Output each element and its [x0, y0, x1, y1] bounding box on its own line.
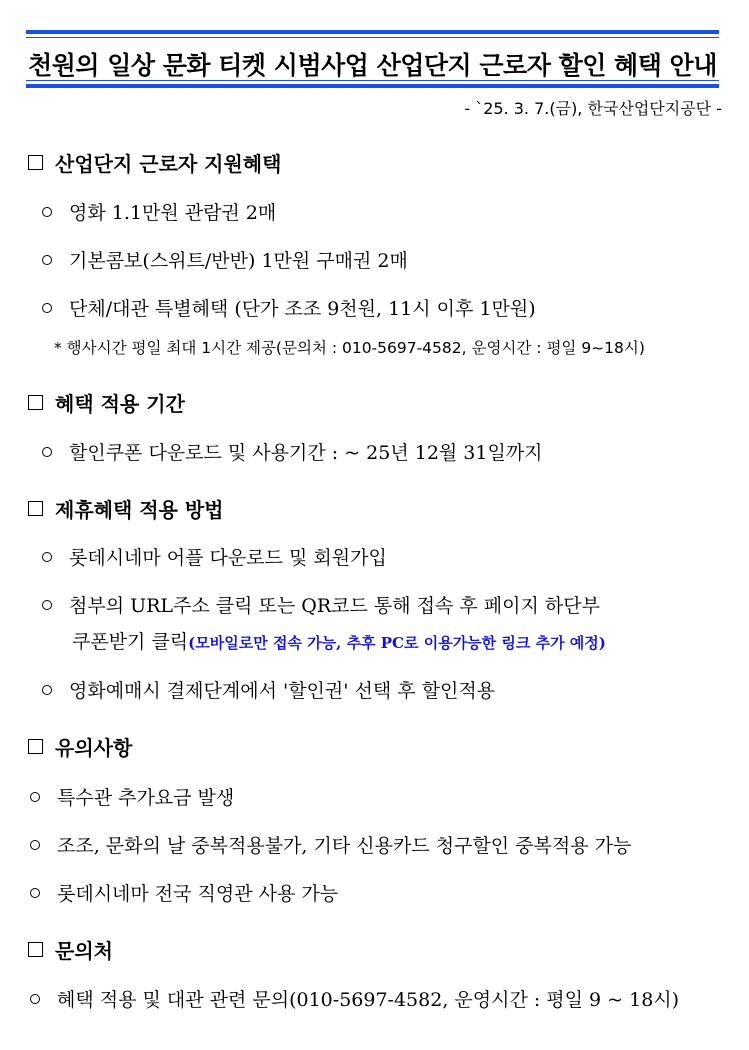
circle-bullet-icon	[30, 994, 40, 1004]
title-banner	[26, 30, 719, 88]
square-bullet-icon	[28, 942, 43, 957]
list-item	[42, 438, 543, 465]
list-item	[42, 676, 495, 703]
list-item-text: 영화 1.1만원 관람권 2매	[69, 202, 277, 224]
list-item	[42, 198, 276, 225]
date-line: - `25. 3. 7.(금), 한국산업단지공단 -	[464, 99, 722, 118]
list-item-text: 기본콤보(스위트/반반) 1만원 구매권 2매	[69, 250, 408, 272]
list-item	[42, 591, 600, 618]
list-item-text: 할인쿠폰 다운로드 및 사용기간 : ~ 25년 12월 31일까지	[69, 442, 543, 464]
title-inner-line-top	[26, 37, 719, 38]
square-bullet-icon	[28, 155, 43, 170]
footnote: * 행사시간 평일 최대 1시간 제공(문의처 : 010-5697-4582, 운영시간 : 평일 9~18시)	[54, 339, 645, 357]
list-item	[42, 294, 536, 321]
list-item	[30, 879, 338, 906]
section-heading-label: 산업단지 근로자 지원혜택	[55, 152, 282, 176]
circle-bullet-icon	[42, 685, 52, 695]
list-item	[30, 783, 234, 810]
list-item-text: 롯데시네마 어플 다운로드 및 회원가입	[69, 547, 387, 569]
list-item-text: 조조, 문화의 날 중복적용불가, 기타 신용카드 청구할인 중복적용 가능	[57, 835, 632, 857]
section-heading-label: 문의처	[55, 939, 113, 963]
section-heading-method	[28, 494, 224, 523]
section-heading-notes	[28, 732, 132, 761]
section-heading-contact	[28, 935, 113, 964]
list-item-text: 혜택 적용 및 대관 관련 문의(010-5697-4582, 운영시간 : 평일 9 ~ 18시)	[57, 989, 680, 1011]
list-item-continuation	[72, 627, 606, 654]
circle-bullet-icon	[42, 552, 52, 562]
list-item-text: 롯데시네마 전국 직영관 사용 가능	[57, 883, 339, 905]
circle-bullet-icon	[42, 255, 52, 265]
continuation-text: 쿠폰받기 클릭	[72, 631, 189, 653]
square-bullet-icon	[28, 501, 43, 516]
circle-bullet-icon	[42, 600, 52, 610]
list-item	[42, 246, 408, 273]
circle-bullet-icon	[42, 207, 52, 217]
circle-bullet-icon	[42, 447, 52, 457]
list-item-text: 특수관 추가요금 발생	[57, 787, 235, 809]
section-heading-label: 혜택 적용 기간	[55, 392, 185, 416]
circle-bullet-icon	[42, 303, 52, 313]
page-title: 천원의 일상 문화 티켓 시범사업 산업단지 근로자 할인 혜택 안내	[28, 51, 717, 80]
square-bullet-icon	[28, 395, 43, 410]
list-item-text: 첨부의 URL주소 클릭 또는 QR코드 통해 접속 후 페이지 하단부	[69, 595, 600, 617]
list-item	[30, 985, 679, 1012]
section-heading-label: 제휴혜택 적용 방법	[55, 498, 224, 522]
section-heading-support	[28, 148, 281, 177]
list-item-text: 단체/대관 특별혜택 (단가 조조 9천원, 11시 이후 1만원)	[69, 298, 536, 320]
circle-bullet-icon	[30, 840, 40, 850]
square-bullet-icon	[28, 739, 43, 754]
circle-bullet-icon	[30, 888, 40, 898]
circle-bullet-icon	[30, 792, 40, 802]
section-heading-label: 유의사항	[55, 736, 133, 760]
list-item	[30, 831, 631, 858]
list-item	[42, 543, 387, 570]
highlight-note: (모바일로만 접속 가능, 추후 PC로 이용가능한 링크 추가 예정)	[188, 634, 606, 652]
section-heading-period	[28, 388, 185, 417]
list-item-text: 영화예매시 결제단계에서 '할인권' 선택 후 할인적용	[69, 680, 496, 702]
